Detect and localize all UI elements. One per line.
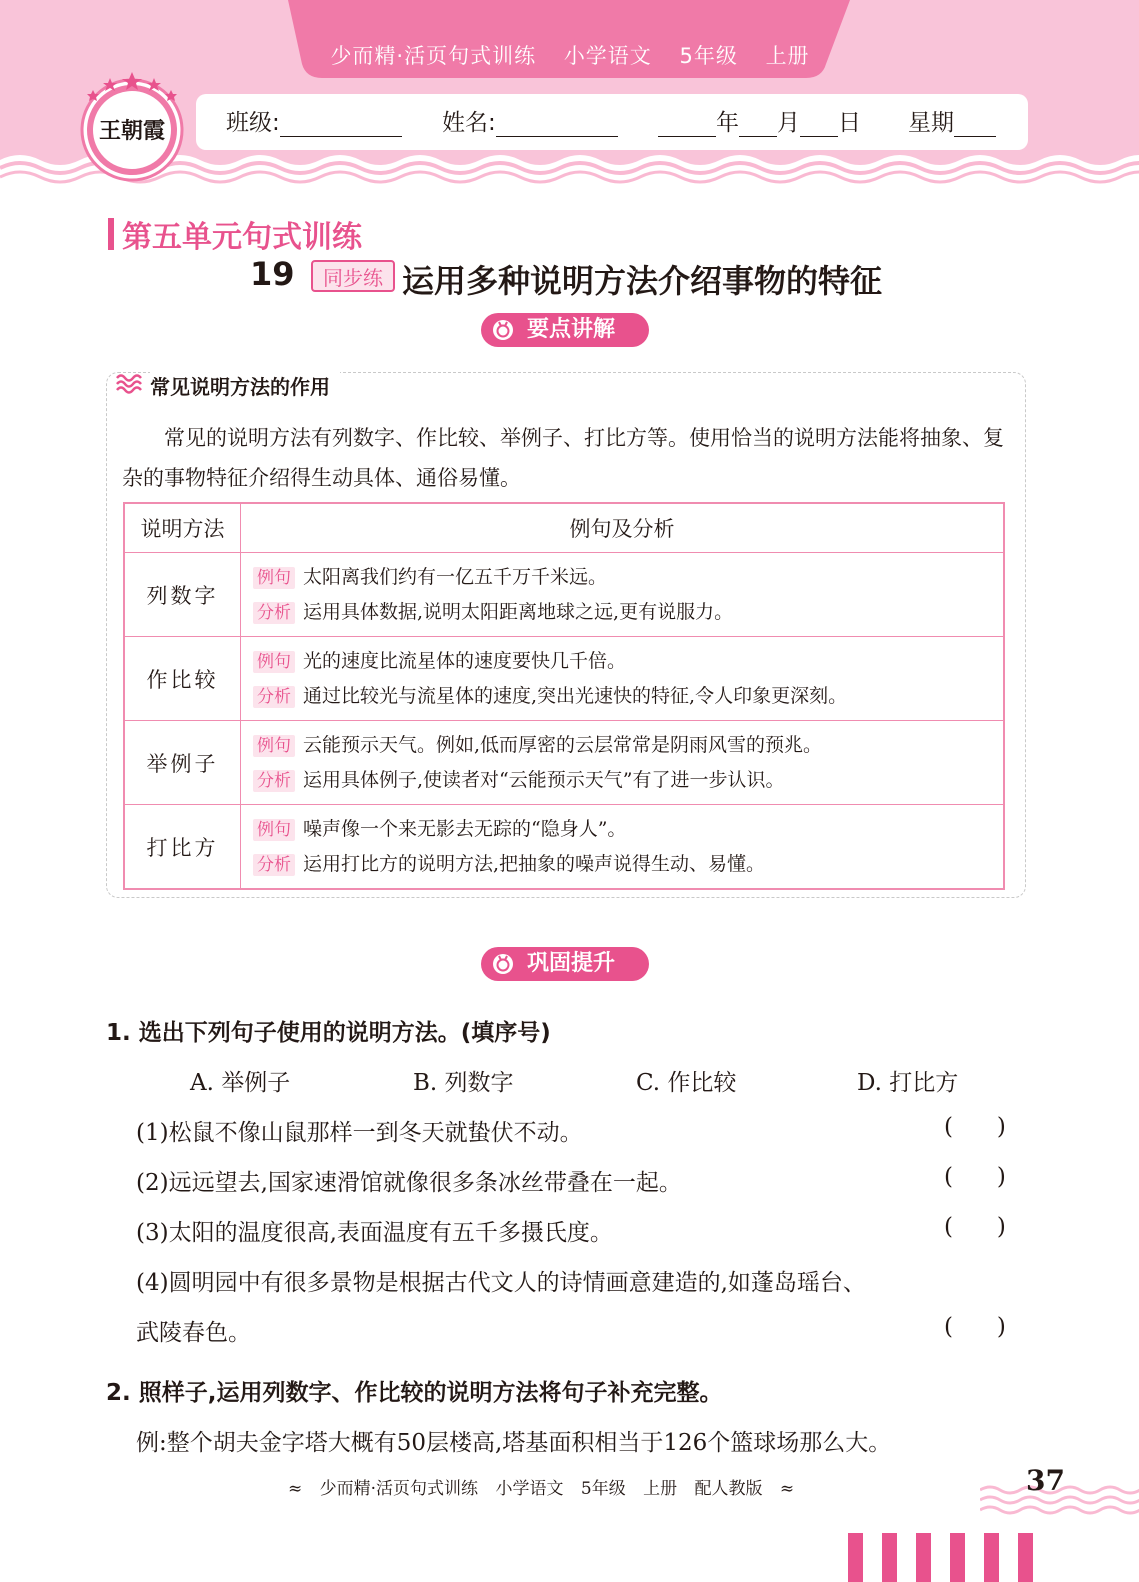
method-details [241, 721, 1005, 805]
analysis-text: 通过比较光与流星体的速度,突出光速快的特征,令人印象更深刻。 [303, 684, 848, 707]
analysis-text: 运用打比方的说明方法,把抽象的噪声说得生动、易懂。 [303, 852, 766, 875]
lesson-number: 19 [250, 255, 295, 293]
option-c: C. 作比较 [636, 1070, 737, 1096]
footer-wave-icon: ≈ [779, 1479, 795, 1499]
grade: 5年级 [679, 44, 738, 68]
class-blank[interactable] [280, 112, 402, 137]
wave-icon [116, 372, 144, 396]
edge-stripe [984, 1533, 999, 1582]
option-a: A. 举例子 [190, 1070, 291, 1096]
method-details [241, 553, 1005, 637]
key-points-pill [481, 313, 649, 347]
analysis-tag: 分析 [253, 686, 295, 708]
analysis-tag: 分析 [253, 854, 295, 876]
analysis-line [253, 679, 1002, 714]
example-line [253, 560, 1002, 595]
method-name: 列数字 [124, 553, 241, 637]
option-d: D. 打比方 [857, 1070, 959, 1096]
medal-icon [492, 319, 514, 341]
page-number: 37 [1026, 1464, 1065, 1497]
logo-text: 王朝霞 [98, 118, 166, 144]
example-tag: 例句 [253, 819, 295, 841]
example-text: 太阳离我们约有一亿五千万千米远。 [303, 565, 608, 588]
footer-grade: 5年级 [580, 1479, 626, 1499]
practice-pill [481, 947, 649, 981]
analysis-tag: 分析 [253, 770, 295, 792]
table-row [124, 553, 1004, 637]
analysis-line [253, 847, 1002, 882]
column-header-examples: 例句及分析 [241, 503, 1005, 553]
key-points-label: 要点讲解 [527, 317, 616, 342]
name-blank[interactable] [496, 112, 618, 137]
analysis-tag: 分析 [253, 602, 295, 624]
edge-stripe [1018, 1533, 1033, 1582]
table-row [124, 805, 1004, 890]
series-name: 少而精·活页句式训练 [330, 44, 537, 68]
footer-series [288, 1474, 806, 1499]
footer-series-name: 少而精·活页句式训练 [319, 1479, 479, 1499]
column-header-method: 说明方法 [124, 503, 241, 553]
analysis-line [253, 763, 1002, 798]
method-details [241, 805, 1005, 890]
example-line [253, 644, 1002, 679]
weekday-label: 星期 [908, 110, 954, 136]
day-label: 日 [838, 110, 861, 136]
footer-edition: 配人教版 [694, 1479, 763, 1499]
month-label: 月 [777, 110, 800, 136]
method-name: 举例子 [124, 721, 241, 805]
question-item-3: (3)太阳的温度很高,表面温度有五千多摄氏度。 [136, 1220, 613, 1246]
class-field[interactable] [226, 104, 402, 137]
answer-blank-3[interactable]: ( ) [944, 1214, 1006, 1240]
lesson-title: 运用多种说明方法介绍事物的特征 [402, 262, 883, 300]
example-tag: 例句 [253, 567, 295, 589]
method-details [241, 637, 1005, 721]
example-text: 噪声像一个来无影去无踪的“隐身人”。 [303, 817, 627, 840]
option-b: B. 列数字 [413, 1070, 514, 1096]
edge-stripe [950, 1533, 965, 1582]
key-points-intro: 常见的说明方法有列数字、作比较、举例子、打比方等。使用恰当的说明方法能将抽象、复杂的事物特征介绍得生动具体、通俗易懂。 [122, 426, 1004, 490]
question-2-example: 例:整个胡夫金字塔大概有50层楼高,塔基面积相当于126个篮球场那么大。 [136, 1430, 892, 1456]
weekday-field[interactable] [908, 104, 996, 137]
edge-stripe [882, 1533, 897, 1582]
page-header [0, 0, 1139, 190]
answer-blank-1[interactable]: ( ) [944, 1114, 1006, 1140]
subject: 小学语文 [563, 44, 652, 68]
key-points-heading: 常见说明方法的作用 [150, 371, 340, 400]
edge-stripe [848, 1533, 863, 1582]
footer-volume: 上册 [643, 1479, 678, 1499]
volume: 上册 [765, 44, 810, 68]
footer-wave-icon: ≈ [288, 1479, 303, 1499]
method-name: 打比方 [124, 805, 241, 890]
table-row [124, 637, 1004, 721]
analysis-text: 运用具体数据,说明太阳距离地球之远,更有说服力。 [303, 600, 734, 623]
practice-label: 巩固提升 [527, 951, 616, 976]
medal-icon [492, 953, 514, 975]
series-title [300, 40, 840, 70]
footer-subject: 小学语文 [495, 1479, 564, 1499]
example-text: 光的速度比流星体的速度要快几千倍。 [303, 649, 627, 672]
sync-practice-badge: 同步练 [311, 260, 395, 292]
month-blank[interactable] [739, 112, 777, 137]
method-name: 作比较 [124, 637, 241, 721]
question-item-2: (2)远远望去,国家速滑馆就像很多条冰丝带叠在一起。 [136, 1170, 682, 1196]
year-blank[interactable] [658, 112, 716, 137]
day-blank[interactable] [800, 112, 838, 137]
example-line [253, 728, 1002, 763]
question-1-title: 1. 选出下列句子使用的说明方法。(填序号) [106, 1020, 551, 1046]
table-header-row [124, 503, 1004, 553]
table-row [124, 721, 1004, 805]
student-info-bar [196, 94, 1028, 150]
example-tag: 例句 [253, 651, 295, 673]
class-label: 班级: [226, 110, 280, 136]
edge-stripe [916, 1533, 931, 1582]
year-label: 年 [716, 110, 739, 136]
unit-title-bar [108, 218, 114, 250]
question-2-title: 2. 照样子,运用列数字、作比较的说明方法将句子补充完整。 [106, 1380, 723, 1406]
name-label: 姓名: [442, 110, 496, 136]
question-item-1: (1)松鼠不像山鼠那样一到冬天就蛰伏不动。 [136, 1120, 583, 1146]
brand-logo [80, 68, 184, 183]
methods-table [123, 502, 1005, 890]
name-field[interactable] [442, 104, 618, 137]
date-field[interactable] [658, 104, 861, 137]
question-item-4: (4)圆明园中有很多景物是根据古代文人的诗情画意建造的,如蓬岛瑶台、 [136, 1270, 866, 1296]
analysis-text: 运用具体例子,使读者对“云能预示天气”有了进一步认识。 [303, 768, 785, 791]
example-text: 云能预示天气。例如,低而厚密的云层常常是阴雨风雪的预兆。 [303, 733, 823, 756]
example-line [253, 812, 1002, 847]
weekday-blank[interactable] [954, 112, 996, 137]
answer-blank-4[interactable]: ( ) [944, 1314, 1006, 1340]
question-item-4-continued: 武陵春色。 [136, 1320, 251, 1346]
example-tag: 例句 [253, 735, 295, 757]
answer-blank-2[interactable]: ( ) [944, 1164, 1006, 1190]
unit-title: 第五单元句式训练 [122, 220, 362, 255]
analysis-line [253, 595, 1002, 630]
